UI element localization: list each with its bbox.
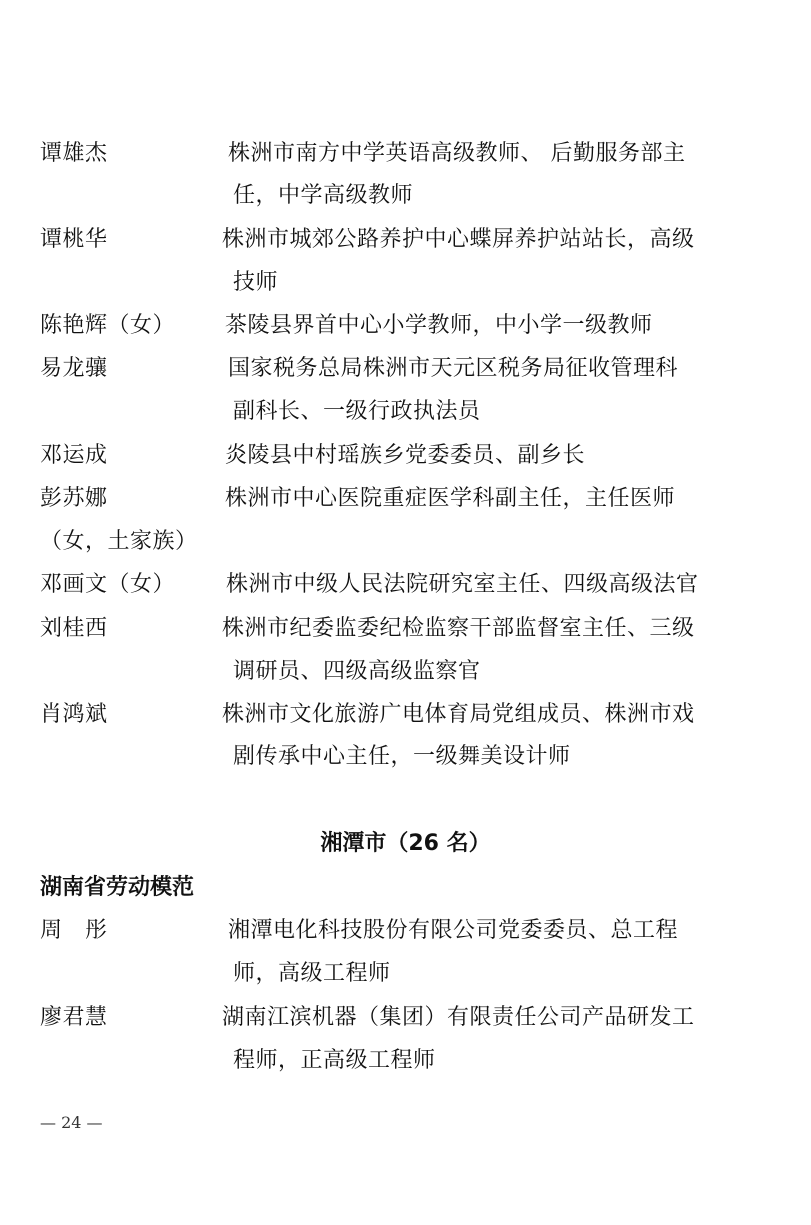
section-title: 湘潭市（26 名） bbox=[320, 831, 491, 856]
person-name: 周 彤 bbox=[40, 918, 108, 943]
page-number: — 24 — bbox=[40, 1113, 103, 1132]
person-description: 茶陵县界首中心小学教师，中小学一级教师 bbox=[225, 313, 653, 338]
person-name: 易龙骧 bbox=[40, 356, 108, 381]
person-description: 炎陵县中村瑶族乡党委委员、副乡长 bbox=[225, 443, 586, 468]
person-name: 邓运成 bbox=[40, 443, 108, 468]
person-name: 肖鸿斌 bbox=[40, 702, 108, 727]
person-description: 株洲市中心医院重症医学科副主任，主任医师 bbox=[225, 486, 676, 511]
person-description-cont: 技师 bbox=[233, 270, 279, 295]
person-name-cont: （女，土家族） bbox=[40, 529, 198, 554]
person-name: 陈艳辉（女） bbox=[40, 313, 176, 338]
person-name: 邓画文（女） bbox=[40, 572, 176, 597]
person-name: 廖君慧 bbox=[40, 1005, 108, 1030]
person-name: 谭雄杰 bbox=[40, 141, 108, 166]
person-description: 株洲市城郊公路养护中心蝶屏养护站站长，高级 bbox=[222, 227, 695, 252]
person-description: 株洲市纪委监委纪检监察干部监督室主任、三级 bbox=[222, 616, 695, 641]
person-description-cont: 师，高级工程师 bbox=[233, 961, 391, 986]
person-description: 湖南江滨机器（集团）有限责任公司产品研发工 bbox=[222, 1005, 695, 1030]
person-description-cont: 程师，正高级工程师 bbox=[233, 1048, 436, 1073]
person-description-cont: 任，中学高级教师 bbox=[233, 183, 414, 208]
person-name: 彭苏娜 bbox=[40, 486, 108, 511]
person-description-cont: 剧传承中心主任，一级舞美设计师 bbox=[233, 744, 571, 769]
person-description: 株洲市南方中学英语高级教师、 后勤服务部主 bbox=[228, 141, 686, 166]
person-description-cont: 调研员、四级高级监察官 bbox=[233, 659, 481, 684]
person-description: 株洲市文化旅游广电体育局党组成员、株洲市戏 bbox=[222, 702, 695, 727]
person-description-cont: 副科长、一级行政执法员 bbox=[233, 399, 481, 424]
category-heading: 湖南省劳动模范 bbox=[40, 875, 195, 900]
person-name: 刘桂西 bbox=[40, 616, 108, 641]
person-description: 株洲市中级人民法院研究室主任、四级高级法官 bbox=[226, 572, 699, 597]
person-description: 湘潭电化科技股份有限公司党委委员、总工程 bbox=[228, 918, 679, 943]
person-name: 谭桃华 bbox=[40, 227, 108, 252]
person-description: 国家税务总局株洲市天元区税务局征收管理科 bbox=[228, 356, 679, 381]
